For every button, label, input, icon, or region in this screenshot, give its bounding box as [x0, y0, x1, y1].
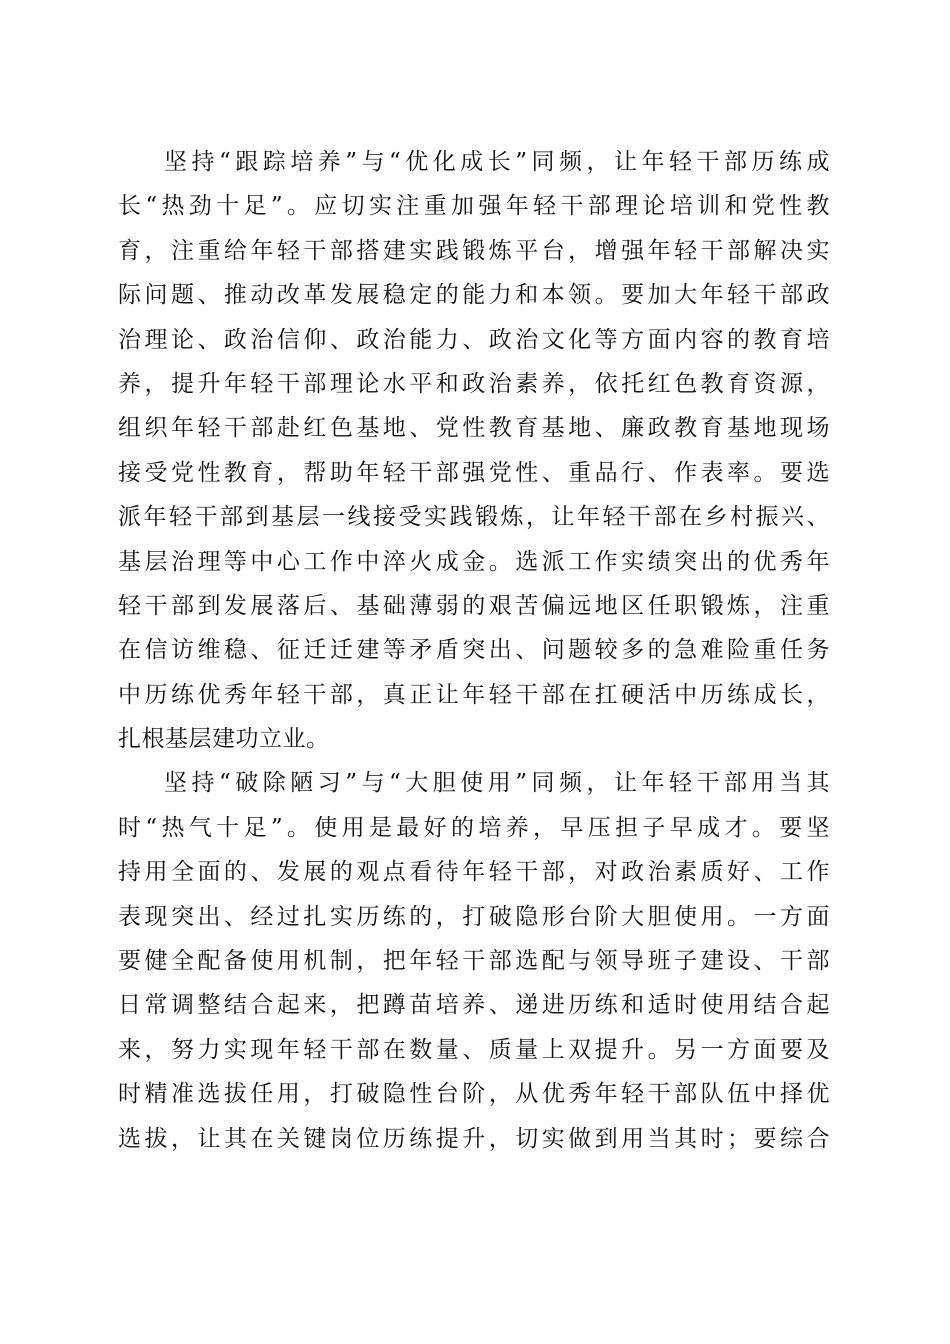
- paragraph-line: 派年轻干部到基层一线接受实践锻炼，让年轻干部在乡村振兴、: [118, 504, 830, 531]
- paragraph-line: 扎根基层建功立业。: [118, 726, 330, 753]
- paragraph-line: 日常调整结合起来，把蹲苗培养、递进历练和适时使用结合起: [118, 992, 830, 1019]
- paragraph-line: 接受党性教育，帮助年轻干部强党性、重品行、作表率。要选: [118, 459, 830, 486]
- paragraph-line: 表现突出、经过扎实历练的，打破隐形台阶大胆使用。一方面: [118, 903, 830, 930]
- paragraph-2: [118, 761, 830, 1161]
- paragraph-line: 坚持“破除陋习”与“大胆使用”同频，让年轻干部用当其: [164, 770, 830, 797]
- paragraph-line: 治理论、政治信仰、政治能力、政治文化等方面内容的教育培: [118, 326, 830, 353]
- paragraph-line: 在信访维稳、征迁迁建等矛盾突出、问题较多的急难险重任务: [118, 637, 830, 664]
- paragraph-1: [118, 140, 830, 761]
- paragraph-line: 际问题、推动改革发展稳定的能力和本领。要加大年轻干部政: [118, 282, 830, 309]
- paragraph-line: 坚持“跟踪培养”与“优化成长”同频，让年轻干部历练成: [164, 149, 830, 175]
- paragraph-line: 时“热气十足”。使用是最好的培养，早压担子早成才。要坚: [118, 814, 830, 841]
- paragraph-line: 来，努力实现年轻干部在数量、质量上双提升。另一方面要及: [118, 1036, 830, 1063]
- paragraph-line: 基层治理等中心工作中淬火成金。选派工作实绩突出的优秀年: [118, 548, 830, 575]
- paragraph-line: 中历练优秀年轻干部，真正让年轻干部在扛硬活中历练成长，: [118, 681, 830, 708]
- paragraph-line: 选拔，让其在关键岗位历练提升，切实做到用当其时；要综合: [118, 1125, 830, 1152]
- paragraph-line: 养，提升年轻干部理论水平和政治素养，依托红色教育资源，: [118, 370, 830, 397]
- paragraph-line: 轻干部到发展落后、基础薄弱的艰苦偏远地区任职锻炼，注重: [118, 592, 830, 619]
- paragraph-line: 时精准选拔任用，打破隐性台阶，从优秀年轻干部队伍中择优: [118, 1081, 830, 1108]
- paragraph-line: 育，注重给年轻干部搭建实践锻炼平台，增强年轻干部解决实: [118, 237, 830, 264]
- paragraph-line: 长“热劲十足”。应切实注重加强年轻干部理论培训和党性教: [118, 193, 830, 220]
- paragraph-line: 持用全面的、发展的观点看待年轻干部，对政治素质好、工作: [118, 859, 830, 886]
- document-body: [118, 140, 830, 1161]
- paragraph-line: 要健全配备使用机制，把年轻干部选配与领导班子建设、干部: [118, 948, 830, 975]
- paragraph-line: 组织年轻干部赴红色基地、党性教育基地、廉政教育基地现场: [118, 415, 830, 442]
